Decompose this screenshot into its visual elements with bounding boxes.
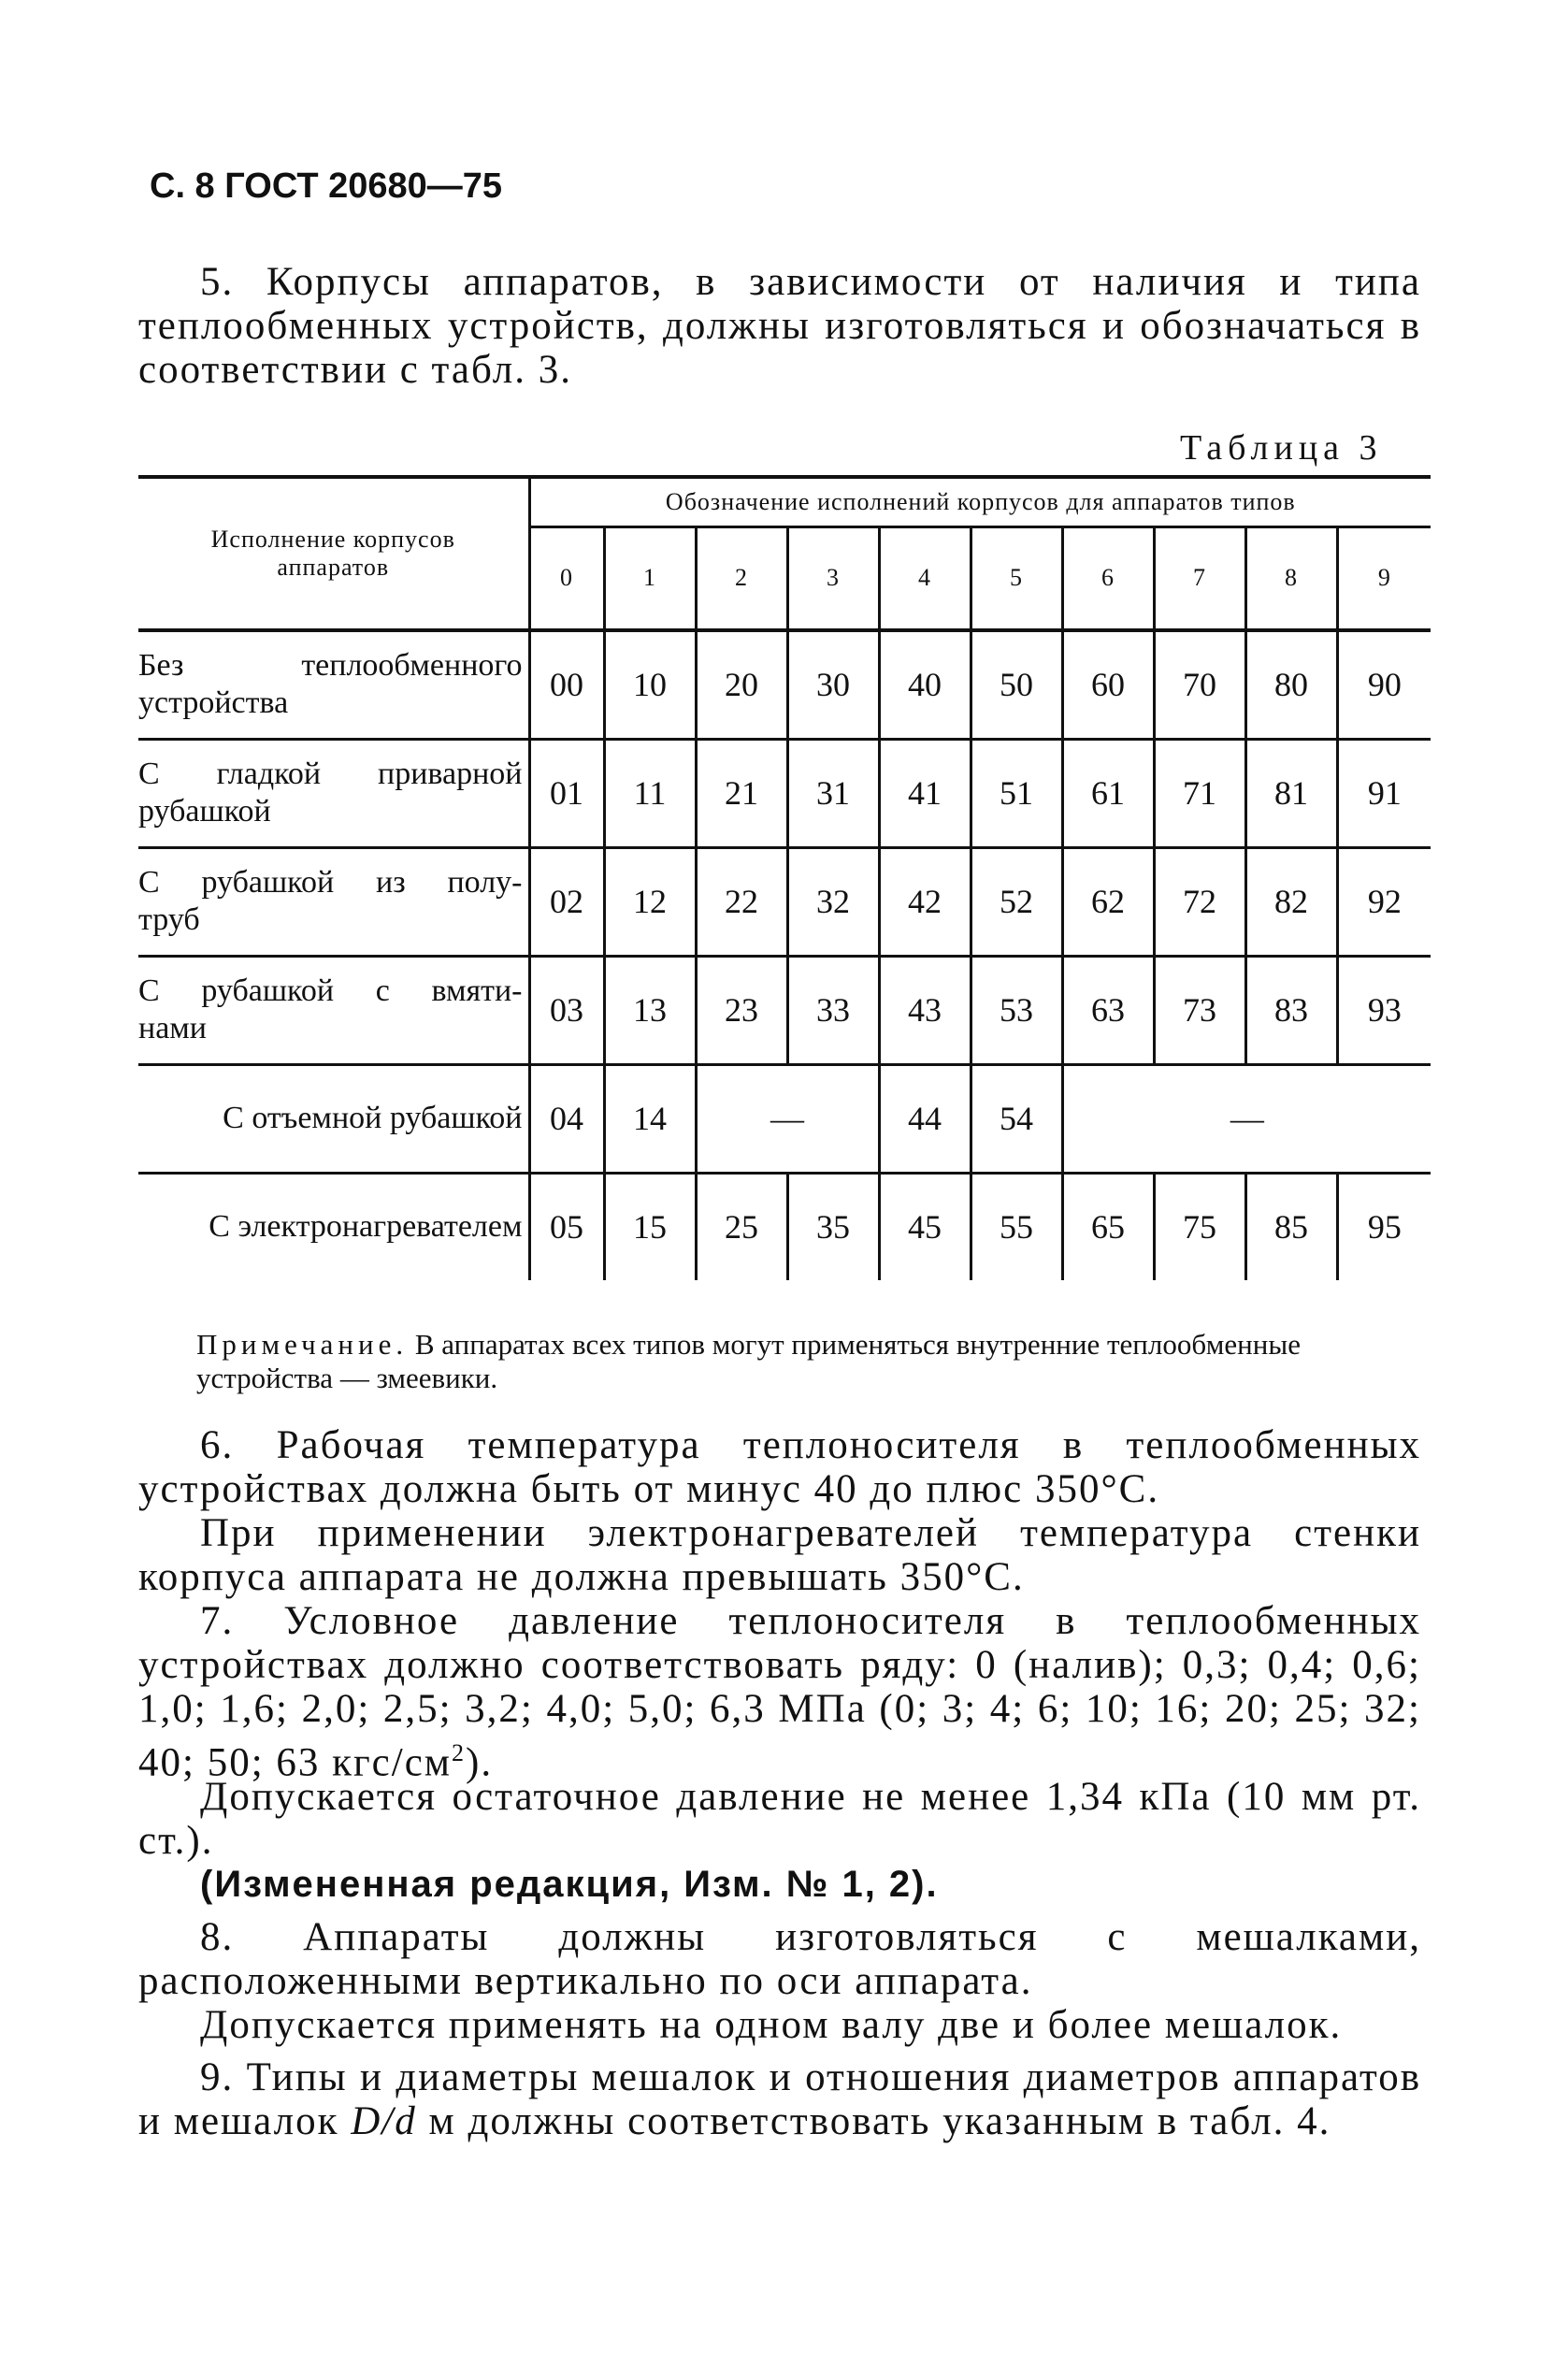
type-header: 3 [787,527,879,630]
table-cell: 51 [971,739,1062,847]
row-label-line: труб [138,902,200,937]
table-cell: 31 [787,739,879,847]
type-header: 8 [1245,527,1337,630]
paragraph-9 [138,2055,1421,2143]
row-label-line: нами [138,1011,207,1045]
table-row [138,956,1431,1064]
table-cell: 90 [1337,630,1431,740]
table-cell: 71 [1154,739,1245,847]
table-row [138,1064,1431,1173]
table-cell: 05 [529,1173,604,1280]
paragraph-8: 8. Аппараты должны изготовляться с мешалками, расположенными вертикально по оси аппарата. [138,1915,1421,2003]
table-cell-dash: — [696,1064,879,1173]
table-cell: 20 [696,630,787,740]
table-cell: 43 [879,956,971,1064]
ratio-symbol: D/d [351,2099,417,2143]
row-label-line: устройства [138,685,289,720]
table-cell: 61 [1062,739,1154,847]
table-cell: 42 [879,847,971,956]
row-label [138,847,529,956]
amendment-note: (Измененная редакция, Изм. № 1, 2). [200,1864,939,1905]
table-cell: 02 [529,847,604,956]
paragraph-7 [138,1599,1421,1784]
table-cell: 85 [1245,1173,1337,1280]
table-cell: 04 [529,1064,604,1173]
table-cell: 32 [787,847,879,956]
row-label: С электронагревателем [209,1209,523,1244]
row-label-line: С гладкой приварной [138,757,523,791]
table-cell: 03 [529,956,604,1064]
paragraph-9-text: 9. Типы и диаметры мешалок и отношения диаметров аппаратов и мешалок [138,2055,1421,2143]
row-label-line: С рубашкой с вмяти- [138,973,523,1008]
table-row [138,630,1431,740]
type-header: 6 [1062,527,1154,630]
type-header: 5 [971,527,1062,630]
table-cell: 30 [787,630,879,740]
table-cell: 72 [1154,847,1245,956]
table-cell: 75 [1154,1173,1245,1280]
table-cell: 35 [787,1173,879,1280]
table-cell: 45 [879,1173,971,1280]
table-cell: 81 [1245,739,1337,847]
table-cell: 01 [529,739,604,847]
table-cell: 91 [1337,739,1431,847]
row-label [138,630,529,740]
paragraph-6: 6. Рабочая температура теплоносителя в теплообменных устройствах должна быть от минус 40 до плюс 350°С. [138,1423,1421,1511]
table-cell: 13 [604,956,696,1064]
table-cell: 60 [1062,630,1154,740]
table-cell: 80 [1245,630,1337,740]
type-header: 0 [529,527,604,630]
row-label [138,739,529,847]
table-row [138,1173,1431,1280]
table-cell: 10 [604,630,696,740]
table-cell: 23 [696,956,787,1064]
table-cell: 54 [971,1064,1062,1173]
table-cell: 41 [879,739,971,847]
type-header: 4 [879,527,971,630]
note-label: Примечание. [196,1328,409,1361]
type-header: 2 [696,527,787,630]
table-cell: 65 [1062,1173,1154,1280]
table-caption: Таблица 3 [1180,428,1383,468]
col-header-execution: Исполнение корпусов аппаратов [138,477,529,630]
table-cell: 83 [1245,956,1337,1064]
type-header: 9 [1337,527,1431,630]
row-label-line: Без теплообменного [138,648,523,683]
group-header: Обозначение исполнений корпусов для аппаратов типов [529,477,1431,527]
table-cell: 12 [604,847,696,956]
table-row [138,739,1431,847]
table-cell: 22 [696,847,787,956]
row-label-line: рубашкой [138,794,271,829]
table-cell: 50 [971,630,1062,740]
table-cell: 11 [604,739,696,847]
table-note [196,1328,1431,1395]
table-row [138,847,1431,956]
type-header: 7 [1154,527,1245,630]
superscript: 2 [452,1739,466,1766]
type-header: 1 [604,527,696,630]
table-cell-dash: — [1062,1064,1431,1173]
note-text: В аппаратах всех типов могут применяться внутренние теплообменные устройства — змеевики. [196,1328,1301,1394]
paragraph-9-end: м должны соответствовать указанным в табл. 4. [416,2099,1331,2143]
table-cell: 33 [787,956,879,1064]
table-cell: 21 [696,739,787,847]
paragraph-7b: Допускается остаточное давление не менее 1,34 кПа (10 мм рт. ст.). [138,1775,1421,1863]
paragraph-8b: Допускается применять на одном валу две и более мешалок. [200,2003,1343,2047]
table-cell: 53 [971,956,1062,1064]
table-cell: 73 [1154,956,1245,1064]
table-cell: 92 [1337,847,1431,956]
table-cell: 70 [1154,630,1245,740]
row-label [138,956,529,1064]
table-cell: 95 [1337,1173,1431,1280]
table-cell: 62 [1062,847,1154,956]
table-cell: 52 [971,847,1062,956]
row-label-line: С рубашкой из полу- [138,865,523,900]
table-cell: 82 [1245,847,1337,956]
row-label: С отъемной рубашкой [138,1064,529,1173]
table-cell: 00 [529,630,604,740]
table-cell: 40 [879,630,971,740]
table-3 [138,475,1431,1280]
paragraph-7-end: ). [466,1740,494,1785]
table-cell: 14 [604,1064,696,1173]
paragraph-7-text: 7. Условное давление теплоносителя в теплообменных устройствах должно соответствовать ряду: 0 (налив); 0,3; 0,4; 0,6; 1,0; 1,6; 2,0; 2,5; 3,2; 4,0; 5,0; 6,3 МПа (0; 3; 4; 6; 10; 16; 20; 25; 32; 40; 50; 63 кгс/см [138,1599,1421,1785]
table-cell: 93 [1337,956,1431,1064]
table-cell: 44 [879,1064,971,1173]
paragraph-6b: При применении электронагревателей температура стенки корпуса аппарата не должна превышать 350°С. [138,1511,1421,1599]
table-cell: 25 [696,1173,787,1280]
table-cell: 15 [604,1173,696,1280]
table-cell: 55 [971,1173,1062,1280]
paragraph-5: 5. Корпусы аппаратов, в зависимости от наличия и типа теплообменных устройств, должны изготовляться и обозначаться в соответствии с табл. 3. [138,260,1421,392]
page-header: С. 8 ГОСТ 20680—75 [150,166,503,206]
table-cell: 63 [1062,956,1154,1064]
